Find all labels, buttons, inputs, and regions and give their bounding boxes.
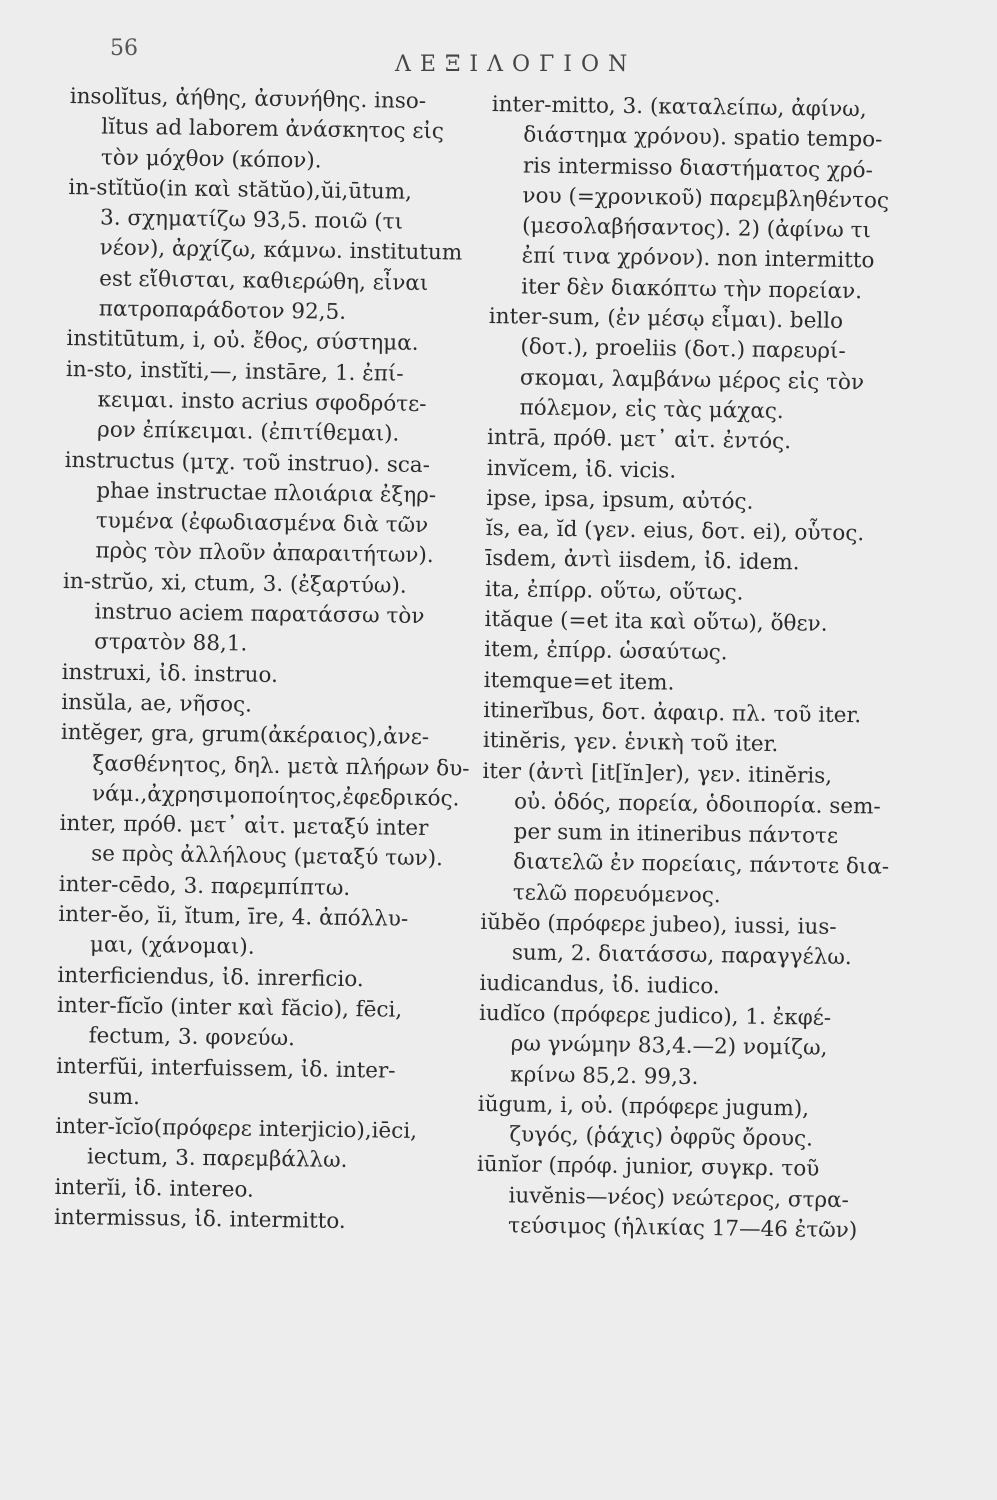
- entry-continuation-line: iter δὲν διακόπτω τὴν πορείαν.: [521, 274, 863, 304]
- entry-headword-line: item, ἐπίρρ. ὡσαύτως.: [484, 637, 728, 666]
- entry-continuation-line: ζυγός, (ῥάχις) ὀφρῦς ὄρους.: [509, 1122, 814, 1152]
- entry-continuation-line: (δοτ.), proeliis (δοτ.) παρευρί-: [520, 334, 846, 365]
- entry-continuation-line: fectum, 3. φονεύω.: [88, 1023, 296, 1052]
- entry-continuation-line: iectum, 3. παρεμβάλλω.: [86, 1144, 348, 1174]
- entry-headword-line: invĭcem, ἰδ. vicis.: [486, 455, 677, 484]
- entry-headword-line: intrā, πρόθ. μετ᾽ αἰτ. ἐντός.: [486, 425, 792, 455]
- entry-continuation-line: 3. σχηματίζω 93,5. ποιῶ (τι: [99, 205, 404, 235]
- entry-continuation-line: sum.: [87, 1084, 141, 1110]
- entry-continuation-line: ξασθένητος, δηλ. μετὰ πλήρων δυ-: [92, 750, 470, 782]
- right-column: [476, 90, 922, 1247]
- entry-headword-line: in-stĭtŭo(in καὶ stătŭo),ŭi,ūtum,: [68, 174, 413, 205]
- entry-headword-line: in-sto, instĭti,—, instāre, 1. ἐπί-: [65, 356, 404, 387]
- entry-headword-line: inter-cēdo, 3. παρεμπίπτω.: [58, 871, 351, 901]
- entry-headword-line: iter (ἀντὶ [it[ĭn]er), γεν. itinĕris,: [482, 758, 833, 789]
- entry-headword-line: inter-sum, (ἐν μέσῳ εἶμαι). bello: [488, 304, 844, 335]
- entry-headword-line: ipse, ipsa, ipsum, αὐτός.: [486, 485, 754, 515]
- entry-continuation-line: πρὸς τὸν πλοῦν ἀπαραιτήτων).: [95, 538, 434, 569]
- entry-continuation-line: τυμένα (ἐφωδιασμένα διὰ τῶν: [95, 508, 429, 539]
- entry-continuation-line: διατελῶ ἐν πορείαις, πάντοτε δια-: [513, 849, 890, 881]
- entry-headword-line: inter-fĭcĭo (inter καὶ făcio), fēci,: [56, 992, 403, 1023]
- entry-headword-line: iudicandus, ἰδ. iudico.: [479, 970, 720, 999]
- entry-continuation-line: phae instructae πλοιάρια ἐξηρ-: [96, 478, 437, 509]
- entry-continuation-line: ρον ἐπίκειμαι. (ἐπιτίθεμαι).: [96, 417, 400, 447]
- entry-continuation-line: μαι, (χάνομαι).: [89, 932, 255, 960]
- entry-continuation-line: τελῶ πορευόμενος.: [512, 880, 721, 908]
- entry-headword-line: ităque (=et ita καὶ οὕτω), ὅθεν.: [484, 606, 828, 637]
- entry-continuation-line: (μεσολαβήσαντος). 2) (ἀφίνω τι: [521, 213, 872, 244]
- entry-headword-line: itinĕris, γεν. ἑνικὴ τοῦ iter.: [482, 728, 779, 758]
- entry-headword-line: ita, ἐπίρρ. οὕτω, οὕτως.: [484, 576, 744, 606]
- entry-continuation-line: sum, 2. διατάσσω, παραγγέλω.: [511, 940, 852, 971]
- entry-continuation-line: se πρὸς ἀλλήλους (μεταξύ των).: [91, 841, 444, 872]
- entry-continuation-line: per sum in itineribus πάντοτε: [513, 819, 839, 850]
- entry-continuation-line: πόλεμον, εἰς τὰς μάχας.: [519, 395, 784, 425]
- entry-headword-line: interficiendus, ἰδ. inrerficio.: [57, 962, 364, 992]
- entry-continuation-line: ris intermisso διαστήματος χρό-: [522, 153, 874, 183]
- entry-continuation-line: σκομαι, λαμβάνω μέρος εἰς τὸν: [519, 365, 865, 395]
- entry-continuation-line: κειμαι. insto acrius σφοδρότε-: [97, 387, 427, 417]
- entry-headword-line: intermissus, ἰδ. intermitto.: [53, 1204, 346, 1234]
- entry-continuation-line: ἐπί τινα χρόνον). non intermitto: [521, 243, 875, 274]
- page-number: 56: [110, 36, 138, 61]
- entry-continuation-line: κρίνω 85,2. 99,3.: [510, 1061, 699, 1090]
- entry-headword-line: iŭbĕo (πρόφερε jubeo), iussi, ius-: [480, 909, 837, 940]
- entry-headword-line: instructus (μτχ. τοῦ instruo). sca-: [64, 447, 431, 478]
- entry-headword-line: itemque=et item.: [483, 667, 675, 696]
- entry-headword-line: instruxi, ἰδ. instruo.: [61, 659, 279, 688]
- entry-headword-line: īsdem, ἀντὶ iisdem, ἰδ. idem.: [485, 546, 800, 576]
- entry-headword-line: iŭgum, i, οὐ. (πρόφερε jugum),: [477, 1091, 810, 1122]
- entry-headword-line: ĭs, ea, ĭd (γεν. eius, δοτ. ei), οὗτος.: [485, 516, 865, 547]
- entry-continuation-line: οὐ. ὁδός, πορεία, ὁδοιπορία. sem-: [513, 789, 881, 820]
- entry-continuation-line: νάμ.,ἀχρησιμοποίητος,ἐφεδρικός.: [91, 781, 460, 812]
- running-title: ΛΕΞΙΛΟΓΙΟΝ: [395, 52, 637, 77]
- entry-headword-line: iudĭco (πρόφερε judico), 1. ἐκφέ-: [478, 1000, 832, 1031]
- entry-continuation-line: νέον), ἀρχίζω, κάμνω. institutum: [99, 235, 463, 266]
- entry-continuation-line: διάστημα χρόνου). spatio tempo-: [523, 122, 883, 153]
- entry-continuation-line: τὸν μόχθον (κόπον).: [100, 145, 322, 174]
- entry-headword-line: inter-mitto, 3. (καταλείπω, ἀφίνω,: [491, 91, 867, 123]
- entry-headword-line: inter-ĕo, ĭi, ĭtum, īre, 4. ἀπόλλυ-: [58, 901, 409, 932]
- entry-headword-line: inter-ĭcĭo(πρόφερε interjicio),iēci,: [55, 1113, 418, 1145]
- entry-continuation-line: instruo aciem παρατάσσω τὸν: [94, 599, 425, 630]
- entry-headword-line: interfŭi, interfuissem, ἰδ. inter-: [56, 1053, 396, 1084]
- entry-headword-line: in-strŭo, xi, ctum, 3. (ἐξαρτύω).: [62, 568, 407, 599]
- entry-continuation-line: ρω γνώμην 83,4.—2) νομίζω,: [510, 1031, 828, 1061]
- entry-headword-line: institūtum, i, οὐ. ἔθος, σύστημα.: [66, 326, 419, 357]
- entry-headword-line: inter, πρόθ. μετ᾽ αἰτ. μεταξύ inter: [59, 811, 429, 842]
- entry-headword-line: intĕger, gra, grum(ἀκέραιος),ἀνε-: [60, 720, 430, 751]
- entry-headword-line: itinerĭbus, δοτ. ἀφαιρ. πλ. τοῦ iter.: [483, 697, 862, 729]
- entry-continuation-line: πατροπαράδοτον 92,5.: [98, 296, 347, 325]
- entry-headword-line: iūnĭor (πρόφ. junior, συγκρ. τοῦ: [476, 1152, 820, 1183]
- entry-continuation-line: iuvĕnis—νέος) νεώτερος, στρα-: [508, 1183, 850, 1213]
- entry-continuation-line: τεύσιμος (ἡλικίας 17—46 ἐτῶν): [507, 1213, 858, 1244]
- entry-continuation-line: est εἴθισται, καθιερώθη, εἶναι: [99, 266, 429, 296]
- entry-headword-line: insolĭtus, ἀήθης, ἀσυνήθης. inso-: [69, 83, 427, 114]
- entry-continuation-line: στρατὸν 88,1.: [94, 629, 248, 657]
- left-column: [54, 82, 495, 1239]
- entry-headword-line: interĭi, ἰδ. intereo.: [54, 1174, 255, 1203]
- entry-continuation-line: lĭtus ad laborem ἀνάσκητος εἰς: [101, 114, 445, 145]
- entry-continuation-line: νου (=χρονικοῦ) παρεμβληθέντος: [522, 183, 890, 214]
- entry-headword-line: insŭla, ae, νῆσος.: [61, 689, 253, 718]
